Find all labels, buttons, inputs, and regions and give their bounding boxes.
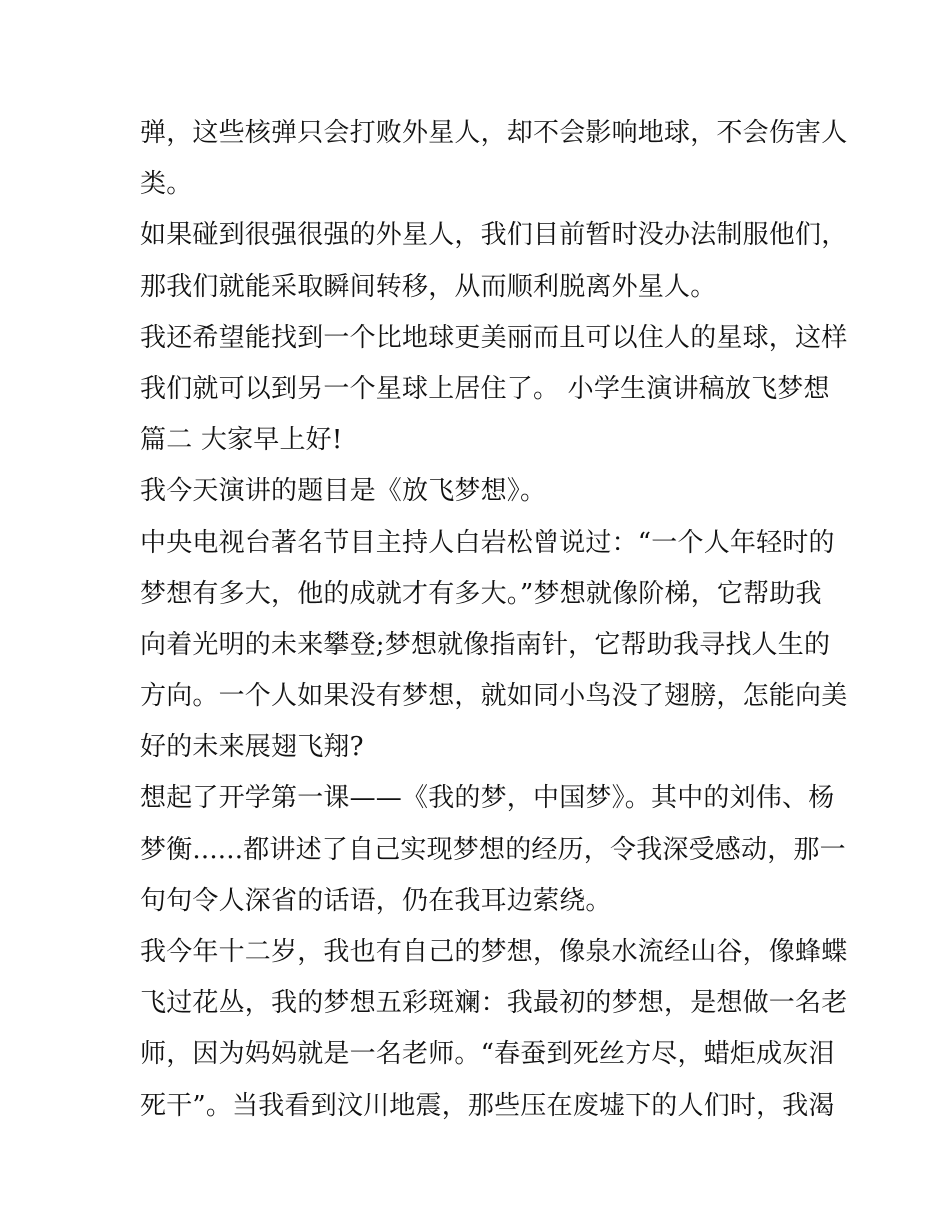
text-line: 我今年十二岁，我也有自己的梦想，像泉水流经山谷，像蜂蝶 <box>140 937 848 967</box>
text-line: 死干”。当我看到汶川地震，那些压在废墟下的人们时，我渴 <box>140 1090 835 1121</box>
text-line: 如果碰到很强很强的外星人，我们目前暂时没办法制服他们， <box>140 220 848 251</box>
text-line: 方向。一个人如果没有梦想，就如同小鸟没了翅膀，怎能向美 <box>140 681 848 712</box>
text-line: 篇二 大家早上好! <box>140 425 343 456</box>
text-line: 句句令人深省的话语，仍在我耳边萦绕。 <box>140 885 612 916</box>
text-line: 梦想有多大，他的成就才有多大。”梦想就像阶梯，它帮助我 <box>140 578 822 609</box>
text-line: 想起了开学第一课——《我的梦，中国梦》。其中的刘伟、杨 <box>140 783 835 814</box>
text-line: 我们就可以到另一个星球上居住了。 小学生演讲稿放飞梦想 <box>140 373 830 404</box>
text-line: 好的未来展翅飞翔? <box>140 732 364 763</box>
body-text <box>140 108 848 1132</box>
text-line: 向着光明的未来攀登;梦想就像指南针，它帮助我寻找人生的 <box>140 629 831 660</box>
text-line: 那我们就能采取瞬间转移，从而顺利脱离外星人。 <box>140 271 717 302</box>
text-line: 我还希望能找到一个比地球更美丽而且可以住人的星球，这样 <box>140 322 848 353</box>
text-line: 我今天演讲的题目是《放飞梦想》。 <box>140 476 547 507</box>
text-line: 飞过花丛，我的梦想五彩斑斓：我最初的梦想，是想做一名老 <box>140 988 848 1019</box>
text-line: 弹，这些核弹只会打败外星人，却不会影响地球，不会伤害人 <box>140 118 848 148</box>
text-line: 梦衡......都讲述了自己实现梦想的经历，令我深受感动，那一 <box>140 834 846 865</box>
text-line: 师，因为妈妈就是一名老师。“春蚕到死丝方尽，蜡炬成灰泪 <box>140 1039 835 1070</box>
text-line: 类。 <box>140 169 193 200</box>
text-line: 中央电视台著名节目主持人白岩松曾说过：“一个人年轻时的 <box>140 527 835 558</box>
